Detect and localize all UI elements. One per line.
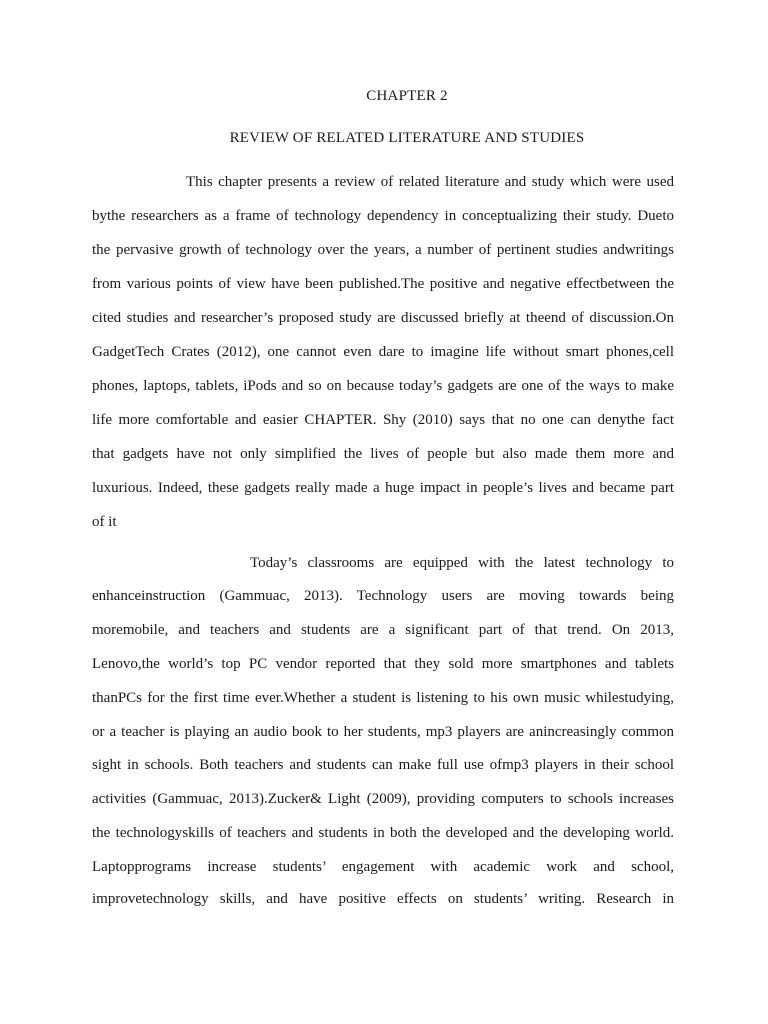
paragraph-line: from various points of view have been published.The positive and negative effectbetween the [92,276,674,292]
paragraph-line: that gadgets have not only simplified the lives of people but also made them more and [92,446,674,462]
paragraph-line: Laptopprograms increase students’ engagement with academic work and school, [92,859,674,875]
paragraph-line: Today’s classrooms are equipped with the latest technology to [250,555,674,571]
paragraph-line: enhanceinstruction (Gammuac, 2013). Technology users are moving towards being [92,588,674,604]
chapter-heading: CHAPTER 2 [366,88,448,104]
paragraph-line: This chapter presents a review of related literature and study which were used [186,174,674,190]
paragraph-line: Lenovo,the world’s top PC vendor reported that they sold more smartphones and tablets [92,656,674,672]
paragraph-line: cited studies and researcher’s proposed study are discussed briefly at theend of discussion.On [92,310,674,326]
section-heading: REVIEW OF RELATED LITERATURE AND STUDIES [229,130,585,146]
paragraph-line: or a teacher is playing an audio book to her students, mp3 players are anincreasingly common [92,724,674,740]
paragraph-line: thanPCs for the first time ever.Whether a student is listening to his own music whilestudying, [92,690,674,706]
paragraph-line: improvetechnology skills, and have positive effects on students’ writing. Research in [92,891,674,907]
paragraph-line: phones, laptops, tablets, iPods and so on because today’s gadgets are one of the ways to make [92,378,674,394]
paragraph-line: moremobile, and teachers and students are a significant part of that trend. On 2013, [92,622,674,638]
paragraph-line: sight in schools. Both teachers and students can make full use ofmp3 players in their school [92,757,674,773]
paragraph-line: GadgetTech Crates (2012), one cannot even dare to imagine life without smart phones,cell [92,344,674,360]
paragraph-line: activities (Gammuac, 2013).Zucker& Light (2009), providing computers to schools increases [92,791,674,807]
paragraph-line: the technologyskills of teachers and students in both the developed and the developing world. [92,825,674,841]
paragraph-line: the pervasive growth of technology over the years, a number of pertinent studies andwritings [92,242,674,258]
paragraph-line: bythe researchers as a frame of technology dependency in conceptualizing their study. Dueto [92,208,674,224]
paragraph-line: life more comfortable and easier CHAPTER. Shy (2010) says that no one can denythe fact [92,412,674,428]
paragraph-line: luxurious. Indeed, these gadgets really made a huge impact in people’s lives and became part [92,480,674,496]
paragraph-line: of it [92,514,117,530]
